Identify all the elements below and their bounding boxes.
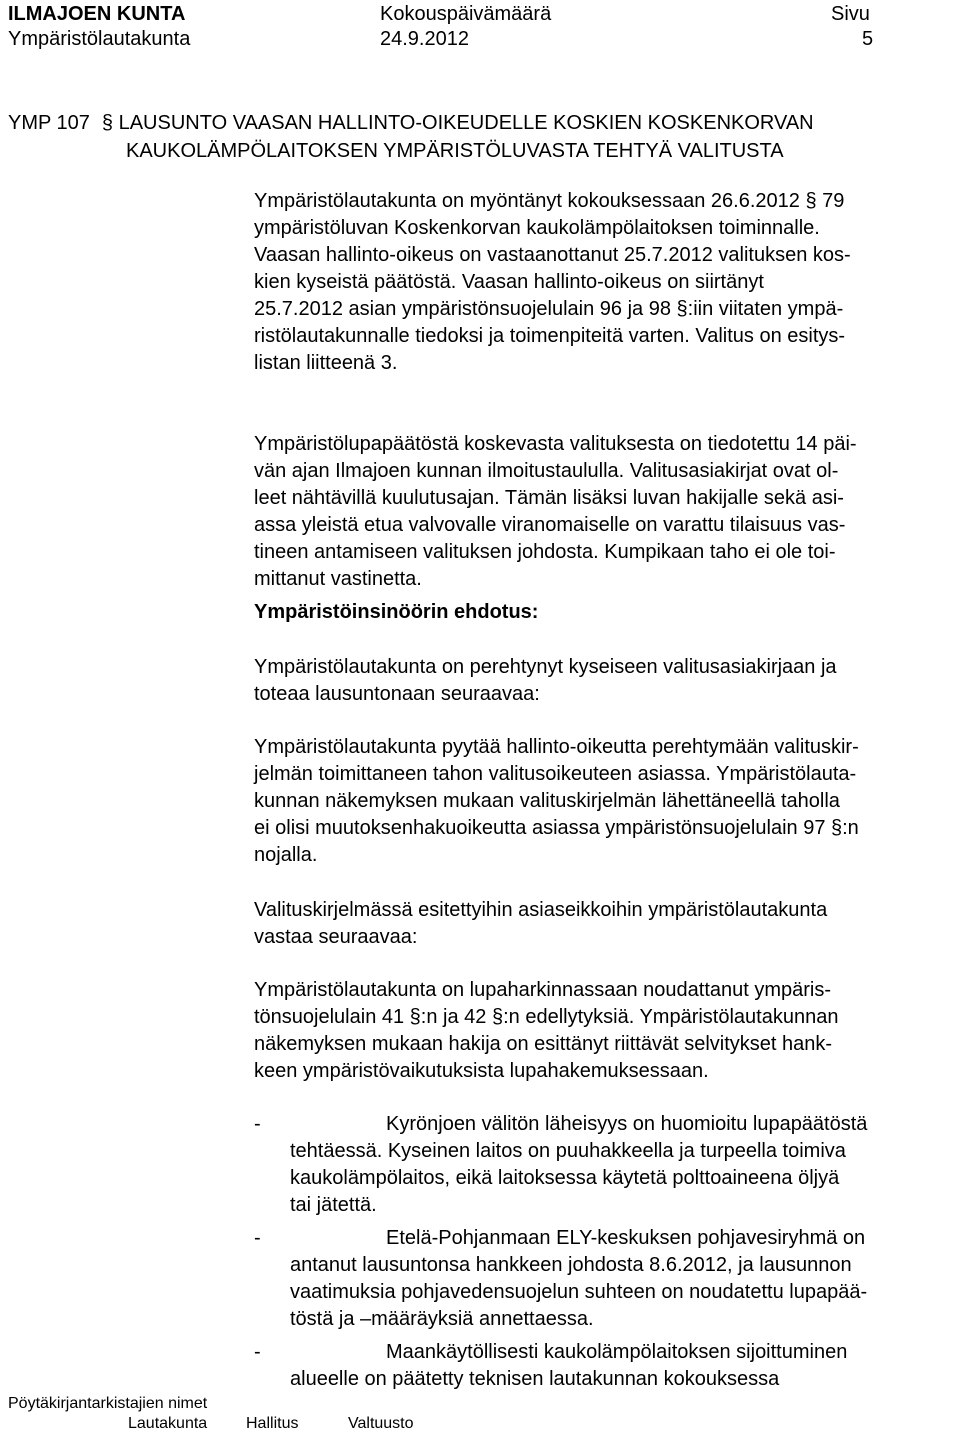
text-line: nojalla. <box>254 844 318 866</box>
paragraph-statement <box>254 654 940 708</box>
text-line: kien kyseistä päätöstä. Vaasan hallinto-oikeus on siirtänyt <box>254 271 764 293</box>
text-line: tai jätettä. <box>290 1194 377 1216</box>
footer-col-government: Hallitus <box>246 1415 299 1432</box>
text-line: Ympäristölautakunta on lupaharkinnassaan noudattanut ympäris- <box>254 979 832 1001</box>
meeting-date: 24.9.2012 <box>380 28 469 50</box>
text-line: Maankäytöllisesti kaukolämpölaitoksen sijoittuminen <box>386 1341 848 1363</box>
footer-label: Pöytäkirjantarkistajien nimet <box>8 1395 208 1412</box>
section-title: YMP 107 § LAUSUNTO VAASAN HALLINTO-OIKEUDELLE KOSKIEN KOSKENKORVAN KAUKOLÄMPÖLAITOKSEN YMPÄRISTÖLUVASTA TEHTYÄ VALITUSTA <box>8 109 814 165</box>
text-line: vaatimuksia pohjavedensuojelun suhteen on noudatettu lupapää- <box>290 1281 868 1303</box>
text-line: kunnan näkemyksen mukaan valituskirjelmän lähettäneellä taholla <box>254 790 840 812</box>
paragraph-assessment <box>254 977 940 1085</box>
text-line: töstä ja –määräyksiä annettaessa. <box>290 1308 594 1330</box>
org-name: ILMAJOEN KUNTA <box>8 3 186 25</box>
text-line: Valituskirjelmässä esitettyihin asiaseikkoihin ympäristölautakunta <box>254 899 828 921</box>
text-line: näkemyksen mukaan hakija on esittänyt riittävät selvitykset hank- <box>254 1033 833 1055</box>
text-line: toteaa lausuntonaan seuraavaa: <box>254 683 540 705</box>
footer-col-council: Valtuusto <box>348 1415 414 1432</box>
text-line: mittanut vastinetta. <box>254 568 422 590</box>
list-item <box>254 1111 940 1219</box>
text-line: 25.7.2012 asian ympäristönsuojelulain 96 ja 98 §:iin viitaten ympä- <box>254 298 844 320</box>
paragraph-intro <box>254 188 940 377</box>
text-line: Ympäristölautakunta on perehtynyt kyseiseen valitusasiakirjaan ja <box>254 656 837 678</box>
section-title-line2: KAUKOLÄMPÖLAITOKSEN YMPÄRISTÖLUVASTA TEHTYÄ VALITUSTA <box>126 140 784 162</box>
text-line: tönsuojelulain 41 §:n ja 42 §:n edellytyksiä. Ympäristölautakunnan <box>254 1006 839 1028</box>
text-line: vän ajan Ilmajoen kunnan ilmoitustaululla. Valitusasiakirjat ovat ol- <box>254 460 839 482</box>
text-line: Ympäristölautakunta on myöntänyt kokouksessaan 26.6.2012 § 79 <box>254 190 845 212</box>
text-line: assa yleistä etua valvovalle viranomaiselle on varattu tilaisuus vas- <box>254 514 846 536</box>
text-line: Etelä-Pohjanmaan ELY-keskuksen pohjavesiryhmä on <box>386 1227 866 1249</box>
text-line: alueelle on päätetty teknisen lautakunnan kokouksessa <box>290 1368 780 1390</box>
text-line: keen ympäristövaikutuksista lupahakemuksessaan. <box>254 1060 709 1082</box>
section-title-line1: LAUSUNTO VAASAN HALLINTO-OIKEUDELLE KOSKIEN KOSKENKORVAN <box>118 112 814 134</box>
text-line: vastaa seuraavaa: <box>254 926 418 948</box>
text-line: kaukolämpölaitos, eikä laitoksessa käytetä polttoaineena öljyä <box>290 1167 840 1189</box>
date-label: Kokouspäivämäärä <box>380 3 552 25</box>
paragraph-request <box>254 734 940 869</box>
text-line: ristölautakunnalle tiedoksi ja toimenpiteitä varten. Valitus on esitys- <box>254 325 846 347</box>
text-line: jelmän toimittaneen tahon valitusoikeuteen asiassa. Ympäristölauta- <box>254 763 857 785</box>
list-dash: - <box>254 1113 261 1135</box>
list-dash: - <box>254 1341 261 1363</box>
proposal-heading <box>254 599 940 626</box>
text-line: Ympäristölautakunta pyytää hallinto-oikeutta perehtymään valituskir- <box>254 736 859 758</box>
text-line: Kyrönjoen välitön läheisyys on huomioitu lupapäätöstä <box>386 1113 868 1135</box>
list-item <box>254 1339 940 1393</box>
text-line: ei olisi muutoksenhakuoikeutta asiassa ympäristönsuojelulain 97 §:n <box>254 817 859 839</box>
section-number: YMP 107 <box>8 112 90 134</box>
text-line: Vaasan hallinto-oikeus on vastaanottanut 25.7.2012 valituksen kos- <box>254 244 851 266</box>
text-line: ympäristöluvan Koskenkorvan kaukolämpölaitoksen toiminnalle. <box>254 217 820 239</box>
footer-col-board: Lautakunta <box>128 1415 208 1432</box>
list-dash: - <box>254 1227 261 1249</box>
text-line: listan liitteenä 3. <box>254 352 398 374</box>
response-list <box>254 1111 940 1399</box>
paragraph-response-intro <box>254 897 940 951</box>
text-line: tehtäessä. Kyseinen laitos on puuhakkeella ja turpeella toimiva <box>290 1140 846 1162</box>
list-item <box>254 1225 940 1333</box>
heading-text: Ympäristöinsinöörin ehdotus: <box>254 601 539 623</box>
text-line: Ympäristölupapäätöstä koskevasta valituksesta on tiedotettu 14 päi- <box>254 433 857 455</box>
text-line: leet nähtävillä kuulutusajan. Tämän lisäksi luvan hakijalle sekä asi- <box>254 487 844 509</box>
text-line: antanut lausuntonsa hankkeen johdosta 8.6.2012, ja lausunnon <box>290 1254 852 1276</box>
page-header <box>0 0 960 56</box>
page-label: Sivu <box>831 3 870 25</box>
text-line: tineen antamiseen valituksen johdosta. Kumpikaan taho ei ole toi- <box>254 541 836 563</box>
page-number: 5 <box>862 28 874 50</box>
board-name: Ympäristölautakunta <box>8 28 191 50</box>
paragraph-notice <box>254 431 940 593</box>
